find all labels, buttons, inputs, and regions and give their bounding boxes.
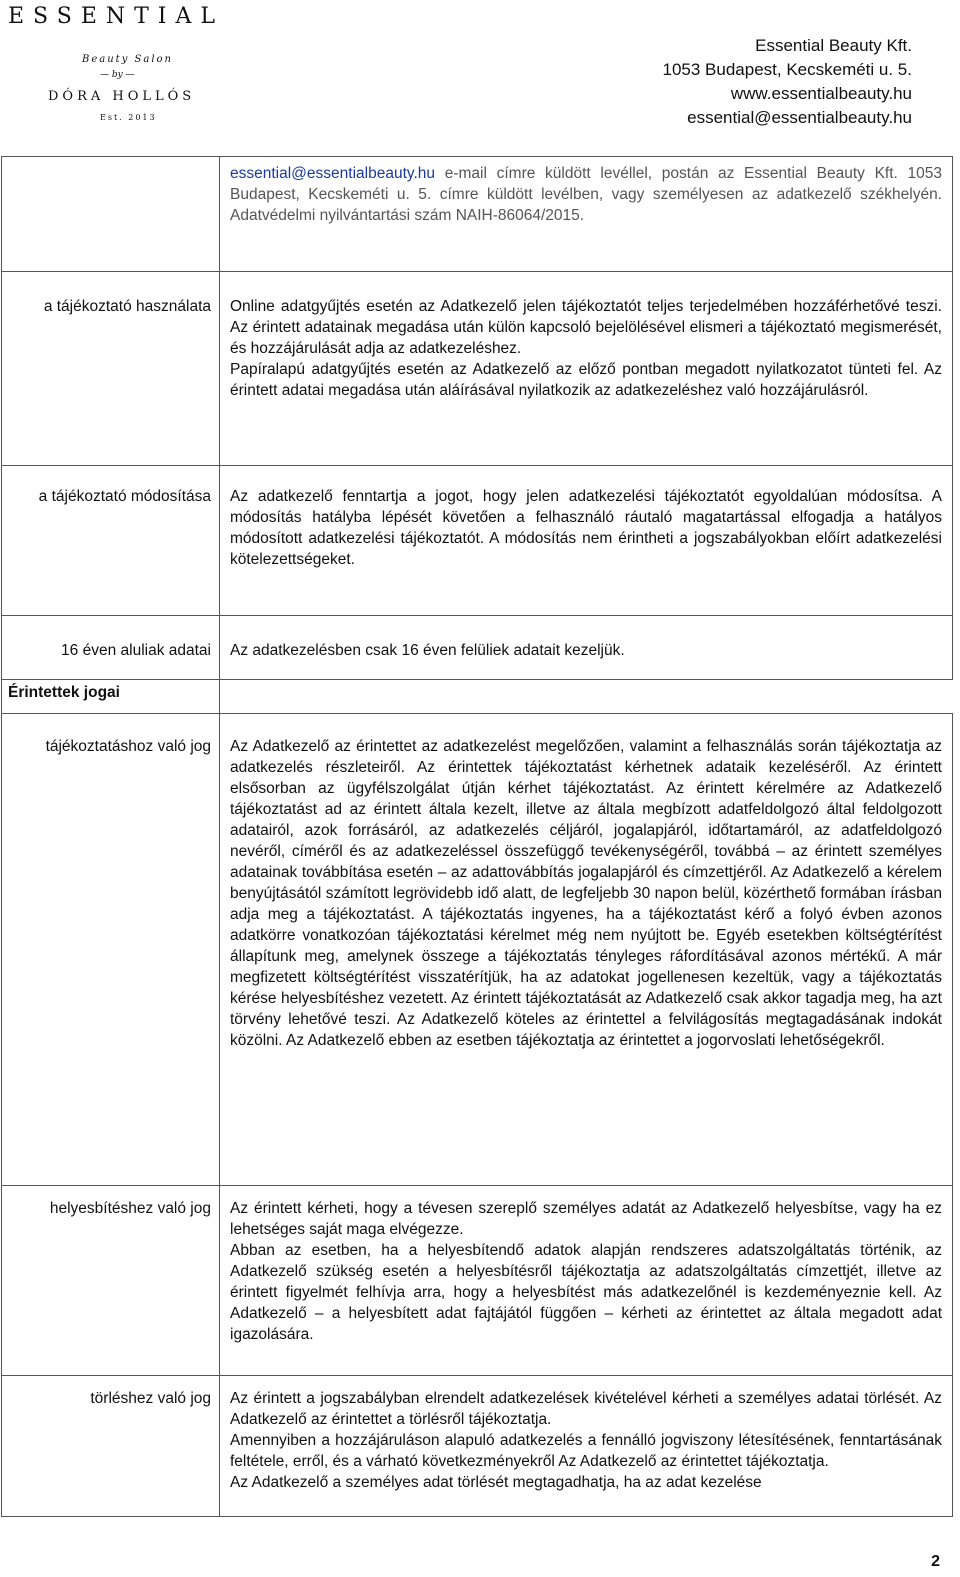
page-number: 2 bbox=[931, 1553, 940, 1570]
company-name: Essential Beauty Kft. bbox=[755, 36, 912, 55]
company-website[interactable]: www.essentialbeauty.hu bbox=[730, 84, 912, 103]
paragraph: Az Adatkezelő a személyes adat törlését megtagadhatja, ha az adat kezelése bbox=[230, 1474, 762, 1491]
section-title: Érintettek jogai bbox=[2, 680, 220, 714]
row-label: a tájékoztató módosítása bbox=[2, 466, 220, 616]
logo-by: — by — bbox=[100, 70, 135, 80]
section-spacer bbox=[220, 680, 953, 714]
logo-brand: ESSENTIAL bbox=[8, 4, 224, 29]
paragraph: Online adatgyűjtés esetén az Adatkezelő jelen tájékoztatót teljes terjedelmében hozzáférhetővé teszi. Az érintett adatainak megadása után külön kapcsoló bejelölésével elismeri a tájékoztató megismerését, és hozzájárulását adja az adatkezeléshez. bbox=[230, 298, 942, 357]
table-row bbox=[2, 1376, 953, 1517]
row-label bbox=[2, 157, 220, 272]
privacy-table bbox=[1, 156, 953, 1517]
row-content bbox=[220, 1376, 953, 1517]
table-row bbox=[2, 157, 953, 272]
row-content bbox=[220, 616, 953, 680]
company-logo bbox=[8, 6, 238, 123]
row-label: törléshez való jog bbox=[2, 1376, 220, 1517]
paragraph: Az Adatkezelő az érintettet az adatkezelést megelőzően, valamint a felhasználás során tájékoztatja az adatkezelés részleteiről. Az érintettek tájékoztatást kérhetnek adataik kezeléséről. Az érintett elsősorban az ügyfélszolgálat útján kérhet tájékoztatást. Az érintett kérelmére az Adatkezelő tájékoztatást ad az érintett általa kezelt, illetve az általa megbízott adatfeldolgozó által feldolgozott adatairól, azok forrásáról, az adatkezelés céljáról, jogalapjáról, időtartamáról, az adatfeldolgozó nevéről, címéről és az adatkezeléssel összefüggő tevékenységéről, továbbá – az érintett személyes adatainak továbbítása esetén – az adattovábbítás jogalapjáról és címzettjéről. Az Adatkezelő a kérelem benyújtásától számított legrövidebb idő alatt, de legfeljebb 30 napon belül, közérthető formában írásban adja meg a tájékoztatást. A tájékoztatás ingyenes, ha a tájékoztatást kérő a folyó évben azonos adatkörre vonatkozóan tájékoztatási kérelmet még nem nyújtott be. Egyéb esetekben költségtérítést állapítunk meg, amelynek összege a tájékoztatás tényleges ráfordításával azonos mértékű. A már megfizetett költségtérítést visszatérítjük, ha az adatokat jogellenesen kezeltük, vagy a tájékoztatás kérése helyesbítéshez vezetett. Az érintett tájékoztatását az Adatkezelő csak akkor tagadja meg, ha azt törvény lehetővé teszi. Az Adatkezelő köteles az érintettel a felvilágosítás megtagadásának indokát közölni. Az Adatkezelő ebben az esetben tájékoztatja az érintettet a jogorvoslati lehetőségekről. bbox=[230, 738, 942, 1049]
table-row bbox=[2, 616, 953, 680]
paragraph: Az adatkezelésben csak 16 éven felüliek adatait kezeljük. bbox=[230, 642, 625, 659]
paragraph: Amennyiben a hozzájáruláson alapuló adatkezelés a fennálló jogviszony létesítésének, fenntartásának feltétele, erről, és a várható következményekről Az Adatkezelő az érintettet tájékoztatja. bbox=[230, 1432, 942, 1470]
contact-text: e-mail címre küldött levéllel, postán az Essential Beauty Kft. 1053 Budapest, Kecskeméti u. 5. címre küldött levélben, vagy személyesen az adatkezelő székhelyén. Adatvédelmi nyilvántartási szám NAIH-86064/2015. bbox=[230, 165, 942, 224]
section-row bbox=[2, 680, 953, 714]
table-row bbox=[2, 714, 953, 1186]
logo-script: Beauty Salon bbox=[82, 54, 173, 65]
row-content bbox=[220, 272, 953, 466]
company-header bbox=[663, 34, 913, 130]
table-row bbox=[2, 272, 953, 466]
email-link[interactable]: essential@essentialbeauty.hu bbox=[230, 165, 436, 182]
row-label: helyesbítéshez való jog bbox=[2, 1186, 220, 1376]
company-email[interactable]: essential@essentialbeauty.hu bbox=[687, 108, 912, 127]
row-content bbox=[220, 1186, 953, 1376]
logo-est: Est. 2013 bbox=[100, 113, 157, 122]
row-label: 16 éven aluliak adatai bbox=[2, 616, 220, 680]
logo-owner: DÓRA HOLLÓS bbox=[48, 89, 196, 104]
row-content bbox=[220, 714, 953, 1186]
row-content bbox=[220, 466, 953, 616]
paragraph: Az adatkezelő fenntartja a jogot, hogy jelen adatkezelési tájékoztatót egyoldalúan módosítsa. A módosítás hatályba lépését követően a felhasználó ráutaló magatartással elfogadja a hatályos módosított adatkezelési tájékoztatót. A módosítás nem érintheti a jogszabályokban előírt adatkezelési kötelezettségeket. bbox=[230, 488, 942, 568]
company-address: 1053 Budapest, Kecskeméti u. 5. bbox=[662, 60, 912, 79]
row-label: a tájékoztató használata bbox=[2, 272, 220, 466]
row-content bbox=[220, 157, 953, 272]
paragraph: Papíralapú adatgyűjtés esetén az Adatkezelő az előző pontban megadott nyilatkozatot tünteti fel. Az érintett adatai megadása után aláírásával nyilatkozik az adatkezeléshez való hozzájárulásról. bbox=[230, 361, 942, 399]
table-row bbox=[2, 466, 953, 616]
paragraph: Abban az esetben, ha a helyesbítendő adatok alapján rendszeres adatszolgáltatás történik, az Adatkezelő szükség esetén a helyesbítésről tájékoztatja az adatszolgáltatás címzettjét, illetve az érintett figyelmét felhívja arra, hogy a helyesbítést más adatkezelőnél is kezdeményeznie kell. Az Adatkezelő – a helyesbített adat fajtájától függően – kérheti az érintettet az általa megadott adat igazolására. bbox=[230, 1242, 942, 1343]
table-row bbox=[2, 1186, 953, 1376]
row-label: tájékoztatáshoz való jog bbox=[2, 714, 220, 1186]
paragraph: Az érintett a jogszabályban elrendelt adatkezelések kivételével kérheti a személyes adatai törlését. Az Adatkezelő az érintettet a törlésről tájékoztatja. bbox=[230, 1390, 942, 1428]
paragraph: Az érintett kérheti, hogy a tévesen szereplő személyes adatát az Adatkezelő helyesbítse, vagy ha ez lehetséges saját maga elvégezze. bbox=[230, 1200, 942, 1238]
